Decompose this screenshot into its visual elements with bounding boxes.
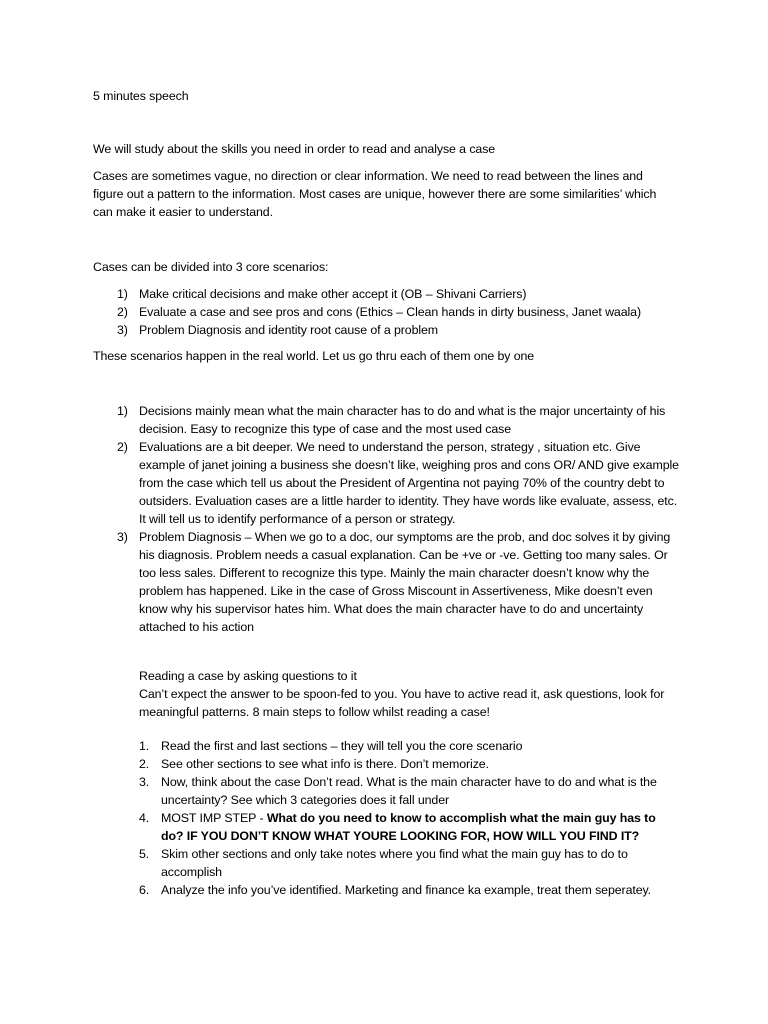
list-item-text: Read the first and last sections – they will tell you the core scenario [161, 739, 523, 753]
list-item-bold-text: What do you need to know to accomplish what the main guy has to do? IF YOU DON’T KNOW WHAT YOURE LOOKING FOR, HOW WILL YOU FIND IT? [161, 811, 656, 843]
divided-heading: Cases can be divided into 3 core scenarios: [93, 260, 329, 274]
scenarios-paragraph: These scenarios happen in the real world. Let us go thru each of them one by one [93, 349, 535, 363]
list-item-number: 2) [117, 440, 128, 454]
list-item-number: 3) [117, 323, 128, 337]
intro-paragraph: We will study about the skills you need in order to read and analyse a case [93, 142, 496, 156]
list-item-number: 4. [139, 811, 150, 825]
list-item [139, 737, 679, 755]
reading-heading: Reading a case by asking questions to it [139, 669, 357, 683]
list-item-number: 2) [117, 305, 128, 319]
list-item-number: 3. [139, 775, 150, 789]
list-item [139, 845, 679, 881]
list-item-number: 6. [139, 883, 150, 897]
list-item-number: 1. [139, 739, 150, 753]
list-item [117, 285, 687, 303]
list-item [139, 809, 679, 845]
list-item-number: 5. [139, 847, 150, 861]
core-scenarios-list [117, 285, 687, 339]
list-item-text: Make critical decisions and make other accept it (OB – Shivani Carriers) [139, 287, 527, 301]
list-item [117, 402, 679, 438]
list-item-text: See other sections to see what info is there. Don’t memorize. [161, 757, 489, 771]
list-item [139, 755, 679, 773]
list-item-text: Skim other sections and only take notes where you find what the main guy has to do to accomplish [161, 847, 628, 879]
list-item-text: Evaluations are a bit deeper. We need to understand the person, strategy , situation etc. Give example of janet joining a business she doesn’t like, weighing pros and cons OR/ AND give example from the case which tell us about the President of Argentina not paying 70% of the country debt to outsiders. Evaluation cases are a little harder to identity. They have words like evaluate, assess, etc. It will tell us to identify performance of a person or strategy. [139, 440, 679, 526]
list-item-text: Decisions mainly mean what the main character has to do and what is the major uncertainty of his decision. Easy to recognize this type of case and the most used case [139, 404, 666, 436]
list-item-text: Problem Diagnosis – When we go to a doc, our symptoms are the prob, and doc solves it by giving his diagnosis. Problem needs a casual explanation. Can be +ve or -ve. Getting too many sales. Or too less sales. Different to recognize this type. Mainly the main character doesn’t know why the problem has happened. Like in the case of Gross Miscount in Assertiveness, Mike doesn’t even know why his supervisor hates him. What does the main character have to do and uncertainty attached to his action [139, 530, 671, 634]
list-item-text: Analyze the info you’ve identified. Marketing and finance ka example, treat them seperatey. [161, 883, 652, 897]
scenario-details-list [117, 402, 679, 636]
list-item-number: 1) [117, 404, 128, 418]
list-item-text: MOST IMP STEP - [161, 811, 267, 825]
list-item [117, 438, 679, 528]
list-item-number: 3) [117, 530, 128, 544]
list-item-number: 1) [117, 287, 128, 301]
list-item [139, 773, 679, 809]
steps-list [139, 737, 679, 899]
list-item [117, 528, 679, 636]
reading-section [139, 667, 679, 721]
list-item [117, 321, 687, 339]
cases-paragraph: Cases are sometimes vague, no direction or clear information. We need to read between the lines and figure out a pattern to the information. Most cases are unique, however there are some similarities’ which can make it easier to understand. [93, 169, 657, 219]
list-item [139, 881, 679, 899]
list-item-text: Now, think about the case Don’t read. What is the main character have to do and what is the uncertainty? See which 3 categories does it fall under [161, 775, 657, 807]
reading-paragraph: Can’t expect the answer to be spoon-fed to you. You have to active read it, ask questions, look for meaningful patterns. 8 main steps to follow whilst reading a case! [139, 687, 665, 719]
document-title: 5 minutes speech [93, 89, 189, 103]
list-item-text: Evaluate a case and see pros and cons (Ethics – Clean hands in dirty business, Janet waala) [139, 305, 641, 319]
list-item [117, 303, 687, 321]
list-item-text: Problem Diagnosis and identity root cause of a problem [139, 323, 439, 337]
list-item-number: 2. [139, 757, 150, 771]
